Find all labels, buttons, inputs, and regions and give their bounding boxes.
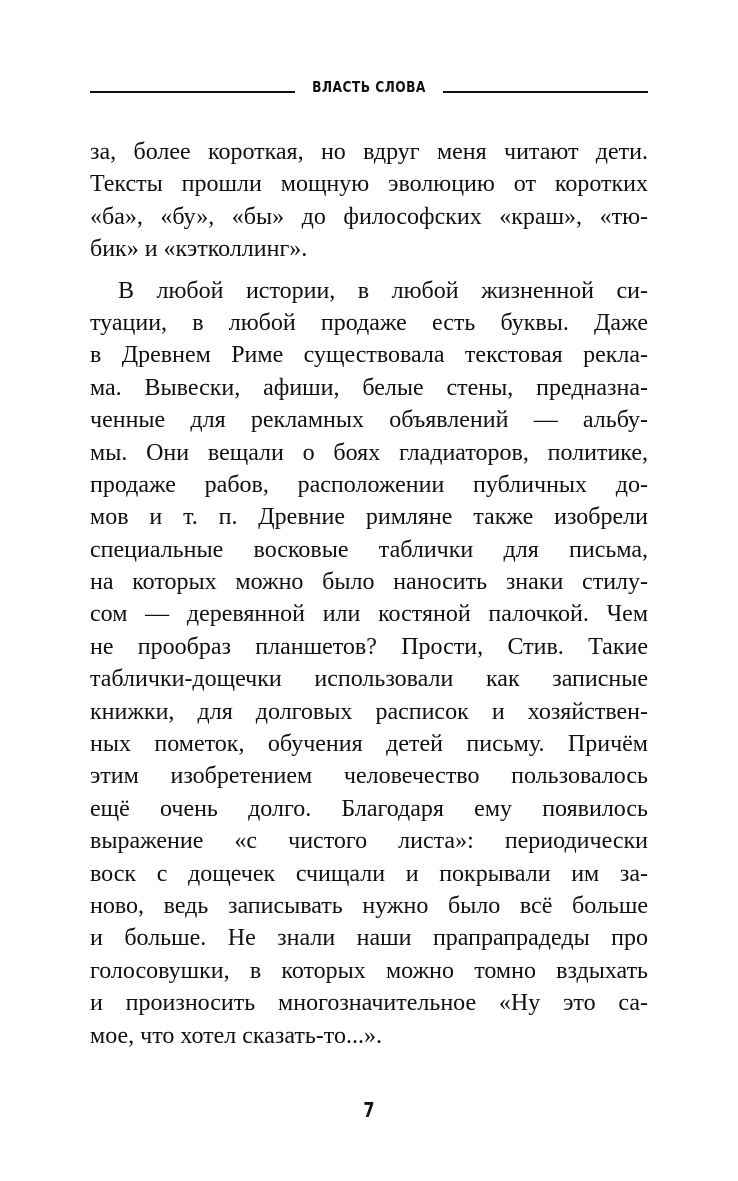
- text-line: туации, в любой продаже есть буквы. Даже: [90, 309, 648, 336]
- running-header-title: ВЛАСТЬ СЛОВА: [312, 78, 426, 96]
- text-line: этим изобретением человечество пользовалось: [90, 763, 648, 790]
- text-line: в Древнем Риме существовала текстовая рекла-: [90, 342, 648, 369]
- text-line: книжки, для долговых расписок и хозяйствен-: [90, 698, 648, 725]
- text-line: ных пометок, обучения детей письму. Причём: [90, 731, 648, 758]
- text-line: бик» и «кэтколлинг».: [90, 236, 308, 263]
- header-rule-right: [443, 91, 648, 93]
- text-line: «ба», «бу», «бы» до философских «краш», «тю-: [90, 203, 648, 230]
- text-line: на которых можно было наносить знаки стилу-: [90, 569, 648, 596]
- paragraph-continuation: [90, 136, 648, 266]
- text-line: В любой истории, в любой жизненной си-: [118, 277, 648, 304]
- text-line: и больше. Не знали наши прапрапрадеды про: [90, 925, 648, 952]
- text-line: таблички-дощечки использовали как записные: [90, 666, 648, 693]
- text-line: выражение «с чистого листа»: периодически: [90, 828, 648, 855]
- text-line: специальные восковые таблички для письма,: [90, 536, 648, 563]
- text-line: ма. Вывески, афиши, белые стены, предназна-: [90, 374, 648, 401]
- text-line: мое, что хотел сказать-то...».: [90, 1022, 382, 1049]
- text-line: не прообраз планшетов? Прости, Стив. Такие: [90, 633, 648, 660]
- text-line: воск с дощечек счищали и покрывали им за-: [90, 860, 648, 887]
- text-line: продаже рабов, расположении публичных до-: [90, 471, 648, 498]
- running-header: [90, 74, 648, 100]
- text-line: Тексты прошли мощную эволюцию от коротких: [90, 171, 648, 198]
- text-line: мов и т. п. Древние римляне также изобрели: [90, 504, 648, 531]
- header-rule-left: [90, 91, 295, 93]
- page-body: [90, 136, 648, 1052]
- text-line: ченные для рекламных объявлений — альбу-: [90, 407, 648, 434]
- paragraph-main: [90, 275, 648, 1052]
- text-line: ново, ведь записывать нужно было всё больше: [90, 892, 648, 919]
- text-line: и произносить многозначительное «Ну это са-: [90, 990, 648, 1017]
- text-line: за, более короткая, но вдруг меня читают дети.: [90, 139, 648, 165]
- text-line: сом — деревянной или костяной палочкой. Чем: [90, 601, 648, 628]
- text-line: ещё очень долго. Благодаря ему появилось: [90, 795, 648, 822]
- paragraph-gap: [90, 266, 648, 275]
- text-line: голосовушки, в которых можно томно вздыхать: [90, 957, 648, 984]
- text-line: мы. Они вещали о боях гладиаторов, политике,: [90, 439, 648, 466]
- page-number: 7: [363, 1098, 375, 1122]
